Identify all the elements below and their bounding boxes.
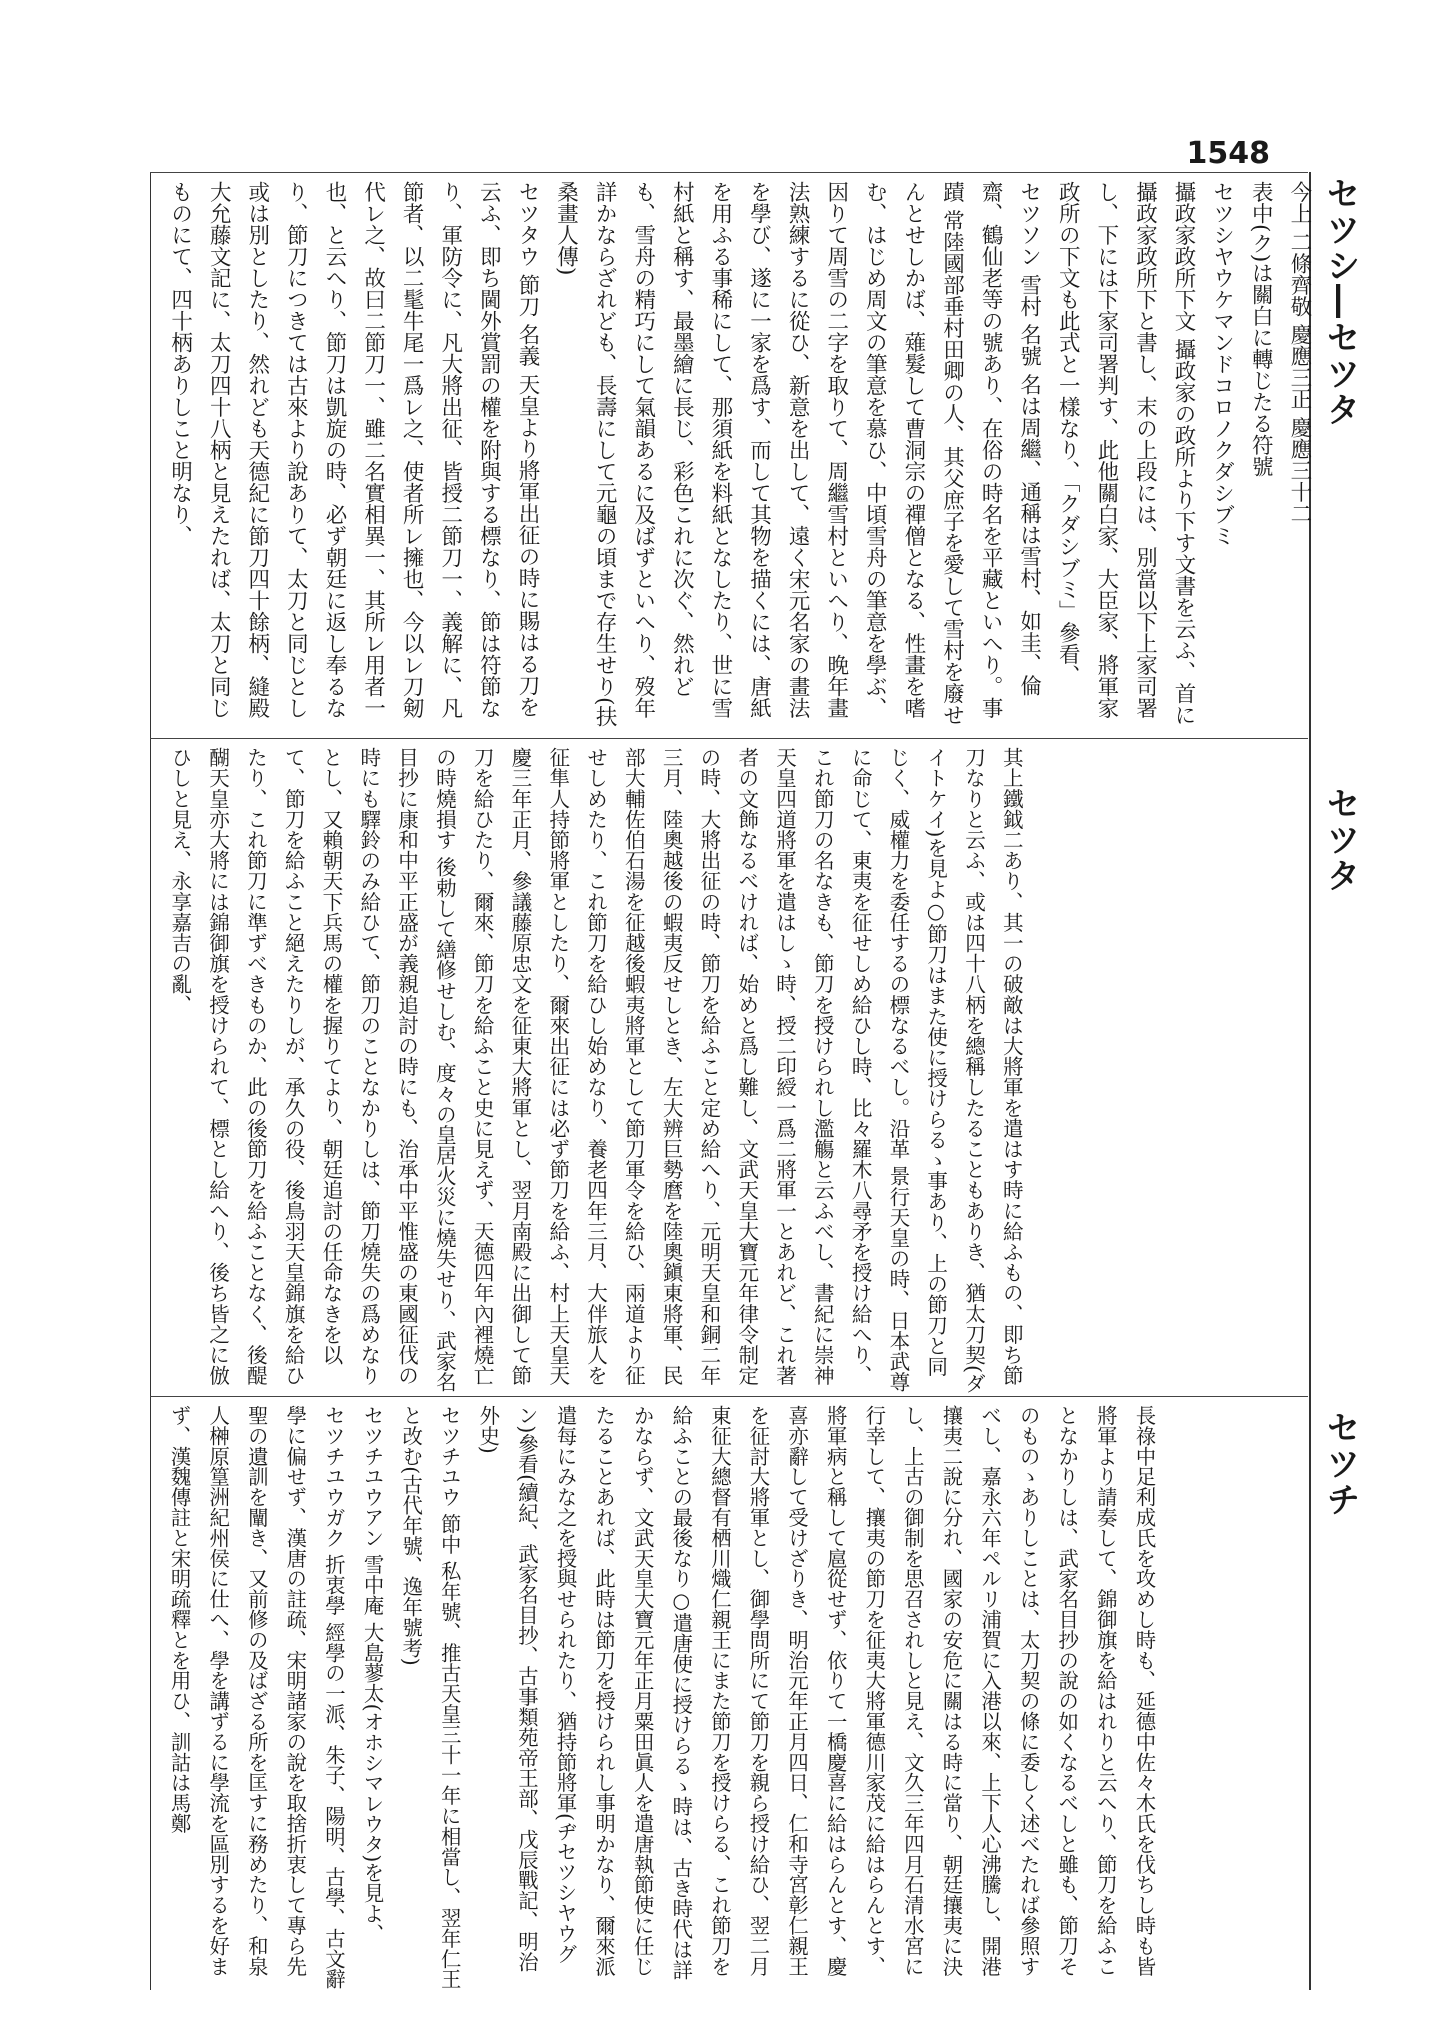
text-band-middle <box>150 738 1308 1396</box>
section-label-setsuchi: セツチ <box>1320 1410 1360 1518</box>
text-band-bottom <box>150 1396 1308 1990</box>
section-label-setsuta: セツタ <box>1320 786 1360 894</box>
band-top-text: 今上 二條齊敬 慶應三正 慶應三十二 表中(ク)は關白に轉じたる符號 セツシヤウケマンドコロノクダシブミ 攝政家政所下文 攝政家の政所より下す文書を云ふ、首に攝政家政所下と書し、末の上段には、別當以下上家司署し、下には下家司署判す、此他關白家、大臣家、將軍家政所の下文も此式と一樣なり、「クダシブミ」參看、 セツソン 雪村 名號 名は周繼、通稱は雪村、如圭、倫齋、鶴仙老等の號あり、在俗の時名を平藏といへり。事蹟 常陸國部垂村田卿の人、其父庶子を愛して雪村を廢せんとせしかば、薙髮して曹洞宗の禪僧となる、性畫を嗜む、はじめ周文の筆意を慕ひ、中頃雪舟の筆意を學ぶ、因りて周雪の二字を取りて、周繼雪村といへり、晚年畫法熟練するに從ひ、新意を出して、遠く宋元名家の畫法を學び、遂に一家を爲す、而して其物を描くには、唐紙を用ふる事稀にして、那須紙を料紙となしたり、世に雪村紙と稱す、最墨繪に長じ、彩色これに次ぐ、然れども、雪舟の精巧にして氣韻あるに及ばずといへり、歿年詳かならざれども、長壽にして元龜の頃まで存生せり(扶桑畫人傳) セツタウ 節刀 名義 天皇より將軍出征の時に賜はる刀を云ふ、即ち閫外賞罰の權を附與する標なり、節は符節なり、軍防令に、凡大將出征、皆授二節刀一、義解に、凡節者、以二髦牛尾一爲レ之、使者所レ擁也、今以レ刀剱代レ之、故曰二節刀一、雖二名實相異一、其所レ用者一也、と云へり、節刀は凱旋の時、必ず朝廷に返し奉るなり、節刀につきては古來より說ありて、太刀と同じとし或は別としたり、然れども天德紀に節刀四十餘柄、縫殿大允藤文記に、太刀四十八柄と見えたれば、太刀と同じものにて、四十柄ありしこと明なり、 <box>167 181 1312 727</box>
band-bottom-text: 長祿中足利成氏を攻めし時も、延德中佐々木氏を伐ちし時も皆將軍より請奏して、錦御旗を給はれりと云へり、節刀を給ふことなかりしは、武家名目抄の說の如くなるべしと雖も、節刀そのものゝありしことは、太刀契の條に委しく述べたれば參照すべし、嘉永六年ペルリ浦賀に入港以來、上下人心沸騰し、開港攘夷二說に分れ、國家の安危に關はる時に當り、朝廷攘夷に決し、上古の御制を思召されしと見え、文久三年四月石清水宮に行幸して、攘夷の節刀を征夷大將軍德川家茂に給はらんとす、將軍病と稱して扈從せず、依りて一橋慶喜に給はらんとす、慶喜亦辭して受けざりき、明治元年正月四日、仁和寺宮彰仁親王を征討大將軍とし、御學問所にて節刀を親ら授け給ひ、翌二月東征大總督有栖川熾仁親王にまた節刀を授けらる、これ節刀を給ふことの最後なり○遣唐使に授けらるゝ時は、古き時代は詳かならず、文武天皇大寶元年正月粟田眞人を遣唐執節使に任じたることあれば、此時は節刀を授けられし事明かなり、爾來派遣每にみな之を授與せられたり、猶持節將軍(ヂセツシヤウグン)參看(續紀、武家名目抄、古事類苑帝王部、戊辰戰記、明治外史) セツチユウ 節中 私年號、推古天皇三十一年に相當し、翌年仁王と改む(古代年號、逸年號考) セツチユウアン 雪中庵 大島蓼太(オホシマレウタ)を見よ、 セツチユウガク 折衷學 經學の一派、朱子、陽明、古學、古文辭學に偏せず、漢唐の註疏、宋明諸家の說を取捨折衷して專ら先聖の遺訓を闡き、又前修の及ばざる所を匡すに務めたり、和泉人榊原篁洲紀州侯に仕へ、學を講ずるに學流を區別するを好まず、漢魏傳註と宋明疏釋とを用ひ、訓詁は馬鄭 <box>167 1405 1157 1990</box>
text-band-top <box>150 172 1312 738</box>
band-middle-text: 其上鐵鉞二あり、其一の破敵は大將軍を遣はす時に給ふもの、即ち節刀なりと云ふ、或は四十八柄を總稱したることもありき、猶太刀契(ダイトケイ)を見よ○節刀はまた使に授けらるゝ事あり、上の節刀と同じく、威權力を委任するの標なるべし。沿革 景行天皇の時、日本武尊に命じて、東夷を征せしめ給ひし時、比々羅木八尋矛を授け給へり、これ節刀の名なきも、節刀を授けられし濫觴と云ふべし、書紀に崇神天皇四道將軍を遣はしゝ時、授二印綬一爲二將軍一とあれど、これ著者の文飾なるべければ、始めと爲し難し、文武天皇大寶元年律令制定の時、大將出征の時、節刀を給ふこと定め給へり、元明天皇和銅二年三月、陸奧越後の蝦夷反せしとき、左大辨巨勢麿を陸奧鎭東將軍、民部大輔佐伯石湯を征越後蝦夷將軍として節刀軍令を給ひ、兩道より征せしめたり、これ節刀を給ひし始めなり、養老四年三月、大伴旅人を征隼人持節將軍としたり、爾來出征には必ず節刀を給ふ、村上天皇天慶三年正月、參議藤原忠文を征東大將軍とし、翌月南殿に出御して節刀を給ひたり、爾來、節刀を給ふこと史に見えず、天德四年內裡燒亡の時燒損す 後勅して繕修せしむ、度々の皇居火災に燒失せり、武家名目抄に康和中平正盛が義親追討の時にも、治承中平惟盛の東國征伐の時にも驛鈴のみ給ひて、節刀のことなかりしは、節刀燒失の爲めなりとし、又賴朝天下兵馬の權を握りてより、朝廷追討の任命なきを以て、節刀を給ふこと絕えたりしが、承久の役、後鳥羽天皇錦旗を給ひたり、これ節刀に準ずべきものか、此の後節刀を給ふことなく、後醍醐天皇亦大將には錦御旗を授けられて、標とし給へり、後ち皆之に倣ひしと見え、永享嘉吉の亂、 <box>167 747 1024 1394</box>
section-label-setsushi-setsuta: セツシ―セツタ <box>1320 176 1360 428</box>
page-number: 1548 <box>1186 136 1270 171</box>
